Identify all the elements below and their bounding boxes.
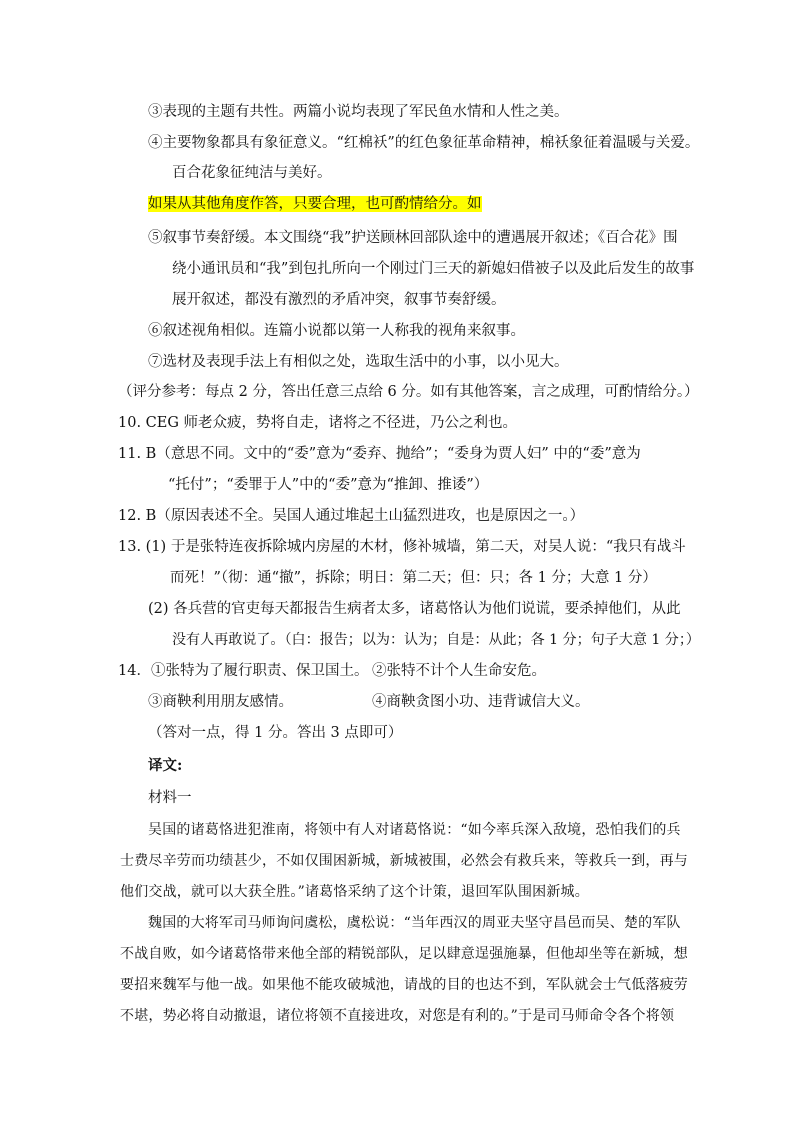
answer-point-5-line-1: ⑤叙事节奏舒缓。本文围绕“我”护送顾林回部队途中的遭遇展开叙述；《百合花》围 [148,230,678,246]
answer-q14-point-4: ④商鞅贪图小功、违背诚信大义。 [372,694,590,710]
answer-q12: 12. B（原因表述不全。吴国人通过堆起土山猛烈进攻，也是原因之一。） [118,508,585,524]
answer-q14-point-3: ③商鞅利用朋友感情。 [148,694,293,710]
answer-q11-line-2: “托付”；“委罪于人”中的“委”意为“推卸、推诿”） [168,477,489,493]
answer-q11-line-1: 11. B（意思不同。文中的“委”意为“委弃、抛给”；“委身为贾人妇” 中的“委”意为 [118,446,641,462]
translation-p2-line-2: 不战自败，如今诸葛恪带来他全部的精锐部队，足以肆意逞强施暴，但他却坐等在新城，想 [120,946,688,962]
answer-q10: 10. CEG 师老众疲，势将自走，诸将之不径进，乃公之利也。 [118,415,518,431]
answer-q14-note: （答对一点，得 1 分。答出 3 点即可） [148,725,403,741]
translation-p1-line-1: 吴国的诸葛恪进犯淮南，将领中有人对诸葛恪说：“如今率兵深入敌境，恐怕我们的兵 [148,822,681,838]
answer-point-4-line-2: 百合花象征纯洁与美好。 [172,165,332,181]
answer-point-5-line-2: 绕小通讯员和“我”到包扎所向一个刚过门三天的新媳妇借被子以及此后发生的故事 [172,261,695,277]
answer-point-3: ③表现的主题有共性。两篇小说均表现了军民鱼水情和人性之美。 [148,104,569,120]
highlighted-note-text: 如果从其他角度作答，只要合理，也可酌情给分。如 [148,196,482,212]
translation-p1-line-2: 士费尽辛劳而功绩甚少，不如仅围困新城，新城被围，必然会有救兵来，等救兵一到，再与 [120,853,688,869]
answer-q14-point-1: 14．①张特为了履行职责、保卫国土。 [118,663,369,679]
answer-q13-2-line-1: (2) 各兵营的官吏每天都报告生病者太多，诸葛恪认为他们说谎，要杀掉他们，从此 [148,601,681,617]
translation-p2-line-3: 要招来魏军与他一战。如果他不能攻破城池，请战的目的也达不到，军队就会士气低落疲劳 [120,977,688,993]
answer-point-6: ⑥叙述视角相似。连篇小说都以第一人称我的视角来叙事。 [148,323,525,339]
answer-point-4-line-1: ④主要物象都具有象征意义。“红棉袄”的红色象征革命精神，棉袄象征着温暖与关爱。 [148,135,700,151]
translation-p1-line-3: 他们交战，就可以大获全胜。”诸葛恪采纳了这个计策，退回军队围困新城。 [120,884,589,900]
answer-q14-point-2: ②张特不计个人生命安危。 [372,663,546,679]
answer-q13-1-line-1: 13. (1) 于是张特连夜拆除城内房屋的木材，修补城墙，第二天，对吴人说：“我只有战斗 [118,539,686,555]
translation-heading: 译文: [148,757,183,774]
highlighted-note [148,194,482,214]
answer-point-5-line-3: 展开叙述，都没有激烈的矛盾冲突，叙事节奏舒缓。 [172,292,506,308]
translation-p2-line-4: 不堪，势必将自动撤退，诸位将领不直接进攻，对您是有利的。”于是司马师命令各个将领 [120,1008,675,1024]
answer-q13-2-line-2: 没有人再敢说了。（白：报告；以为：认为；自是：从此；各 1 分；句子大意 1 分；） [172,632,700,648]
scoring-reference: （评分参考：每点 2 分，答出任意三点给 6 分。如有其他答案，言之成理，可酌情给分。） [118,384,699,400]
material-label: 材料一 [148,790,192,806]
answer-q13-1-line-2: 而死！”（彻：通“撤”，拆除；明日：第二天；但：只；各 1 分；大意 1 分） [170,570,657,586]
answer-point-7: ⑦选材及表现手法上有相似之处，选取生活中的小事，以小见大。 [148,354,569,370]
translation-p2-line-1: 魏国的大将军司马师询问虞松，虞松说：“当年西汉的周亚夫坚守昌邑而吴、楚的军队 [148,915,681,931]
